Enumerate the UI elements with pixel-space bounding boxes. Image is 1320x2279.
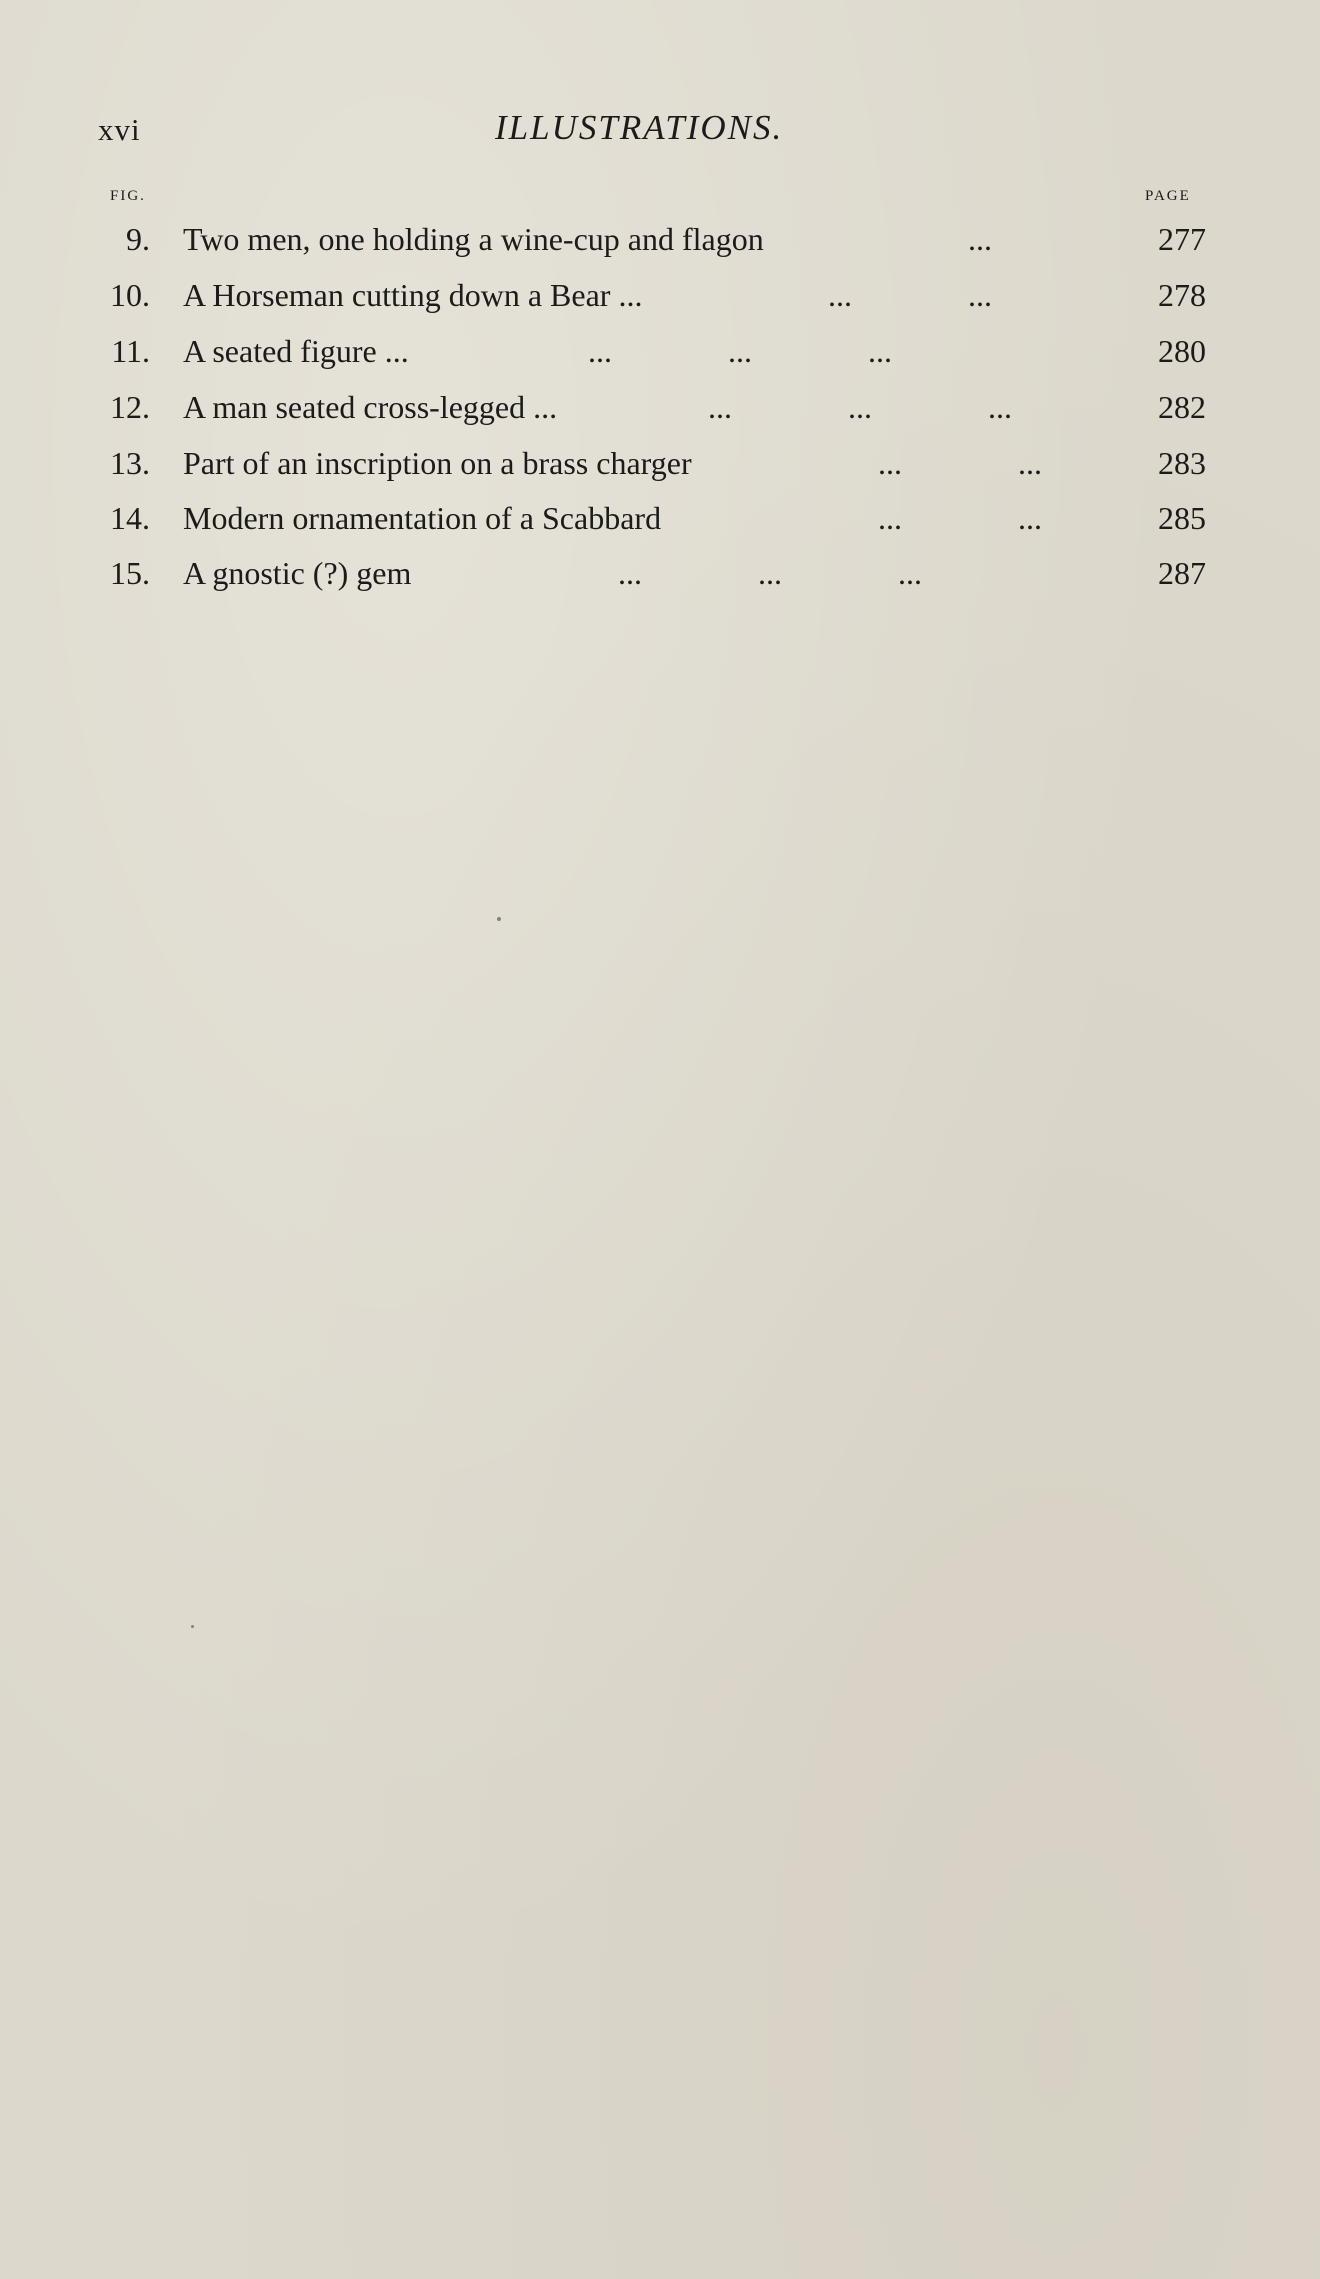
paper-speck xyxy=(497,917,501,921)
leader-dots: ... xyxy=(968,221,992,257)
figure-caption: Two men, one holding a wine-cup and flagon xyxy=(183,221,764,257)
figure-number: 15. xyxy=(110,555,150,591)
paper-speck xyxy=(191,1625,194,1628)
leader-dots: ... ... xyxy=(878,445,1042,481)
figure-number: 11. xyxy=(111,333,150,369)
leader-dots: ... ... ... xyxy=(618,555,922,591)
figure-page: 280 xyxy=(1158,333,1206,369)
figure-page: 285 xyxy=(1158,500,1206,536)
list-item xyxy=(0,548,1320,598)
list-item xyxy=(0,326,1320,376)
page-title: ILLUSTRATIONS. xyxy=(495,108,784,147)
list-item xyxy=(0,438,1320,488)
figure-page: 287 xyxy=(1158,555,1206,591)
figure-caption: A seated figure ... xyxy=(183,333,409,369)
figure-number: 13. xyxy=(110,445,150,481)
figure-page: 283 xyxy=(1158,445,1206,481)
figure-caption: A gnostic (?) gem xyxy=(183,555,412,591)
figure-caption: Modern ornamentation of a Scabbard xyxy=(183,500,662,536)
figure-page: 278 xyxy=(1158,277,1206,313)
leader-dots: ... ... xyxy=(878,500,1042,536)
list-item xyxy=(0,382,1320,432)
leader-dots: ... ... ... xyxy=(588,333,892,369)
figure-page: 277 xyxy=(1158,221,1206,257)
fig-column-label: FIG. xyxy=(110,188,146,204)
list-item xyxy=(0,493,1320,543)
leader-dots: ... ... ... xyxy=(708,389,1012,425)
figure-caption: A man seated cross-legged ... xyxy=(183,389,558,425)
figure-caption: A Horseman cutting down a Bear ... xyxy=(183,277,643,313)
list-item xyxy=(0,214,1320,264)
figure-number: 12. xyxy=(110,389,150,425)
leader-dots: ... ... xyxy=(828,277,992,313)
page-number: xvi xyxy=(98,112,141,147)
figure-number: 10. xyxy=(110,277,150,313)
figure-page: 282 xyxy=(1158,389,1206,425)
figure-caption: Part of an inscription on a brass charger xyxy=(183,445,692,481)
figure-number: 14. xyxy=(110,500,150,536)
figure-number: 9. xyxy=(126,221,150,257)
page-column-label: PAGE xyxy=(1145,188,1191,204)
list-item xyxy=(0,270,1320,320)
